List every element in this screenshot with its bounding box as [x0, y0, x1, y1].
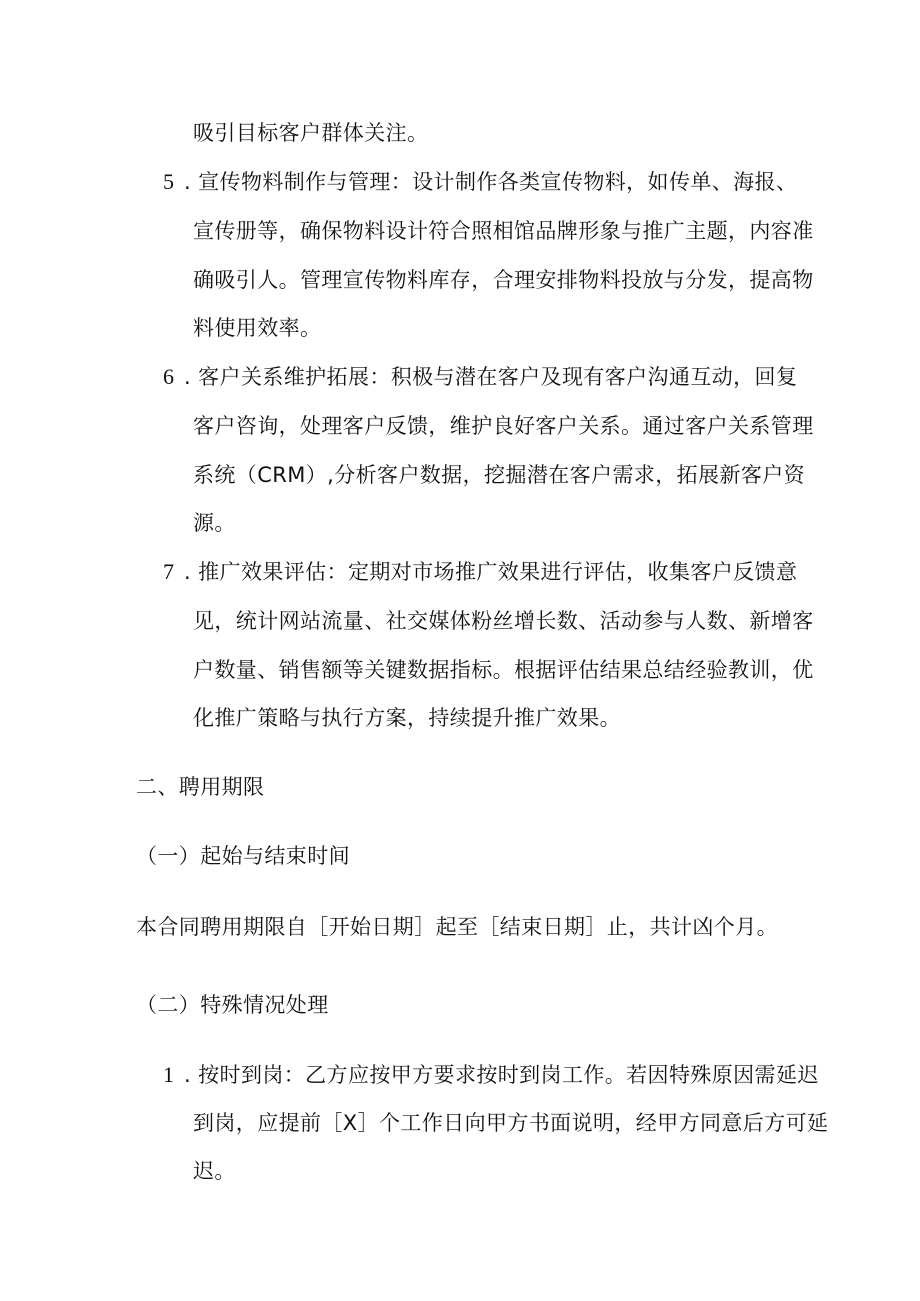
item-text-line: 系统（CRM）,分析客户数据，挖掘潜在客户需求，拓展新客户资: [193, 463, 806, 487]
item-text-line: . 推广效果评估：定期对市场推广效果进行评估，收集客户反馈意: [184, 560, 798, 584]
item-text-line: 迟。: [193, 1159, 236, 1183]
item-text-line: . 客户关系维护拓展：积极与潜在客户及现有客户沟通互动，回复: [184, 365, 798, 389]
item-text-line: 源。: [193, 511, 236, 535]
item-text-line: . 按时到岗：乙方应按甲方要求按时到岗工作。若因特殊原因需延迟: [184, 1063, 819, 1087]
item-text-line: 见，统计网站流量、社交媒体粉丝增长数、活动参与人数、新增客: [193, 609, 814, 633]
paragraph: 本合同聘用期限自［开始日期］起至［结束日期］止，共计凶个月。: [136, 915, 778, 939]
item-text-line: 料使用效率。: [193, 316, 322, 340]
item-number: 5: [163, 169, 174, 194]
item-text-line: . 宣传物料制作与管理：设计制作各类宣传物料，如传单、海报、: [184, 170, 798, 194]
item-text-line: 化推广策略与执行方案，持续提升推广效果。: [193, 706, 621, 730]
continuation-line: 吸引目标客户群体关注。: [193, 121, 429, 145]
item-number: 7: [163, 559, 174, 584]
subsection-heading: （二）特殊情况处理: [136, 993, 329, 1017]
item-text-line: 确吸引人。管理宣传物料库存，合理安排物料投放与分发，提高物: [193, 268, 814, 292]
item-number: 6: [163, 364, 174, 389]
item-text-line: 宣传册等，确保物料设计符合照相馆品牌形象与推广主题，内容准: [193, 219, 814, 243]
subsection-heading: （一）起始与结束时间: [136, 844, 350, 868]
item-text-line: 客户咨询，处理客户反馈，维护良好客户关系。通过客户关系管理: [193, 414, 814, 438]
item-number: 1: [163, 1062, 174, 1087]
section-heading: 二、聘用期限: [136, 775, 265, 799]
item-text-line: 到岗，应提前［X］个工作日向甲方书面说明，经甲方同意后方可延: [193, 1111, 829, 1135]
item-text-line: 户数量、销售额等关键数据指标。根据评估结果总结经验教训，优: [193, 658, 814, 682]
